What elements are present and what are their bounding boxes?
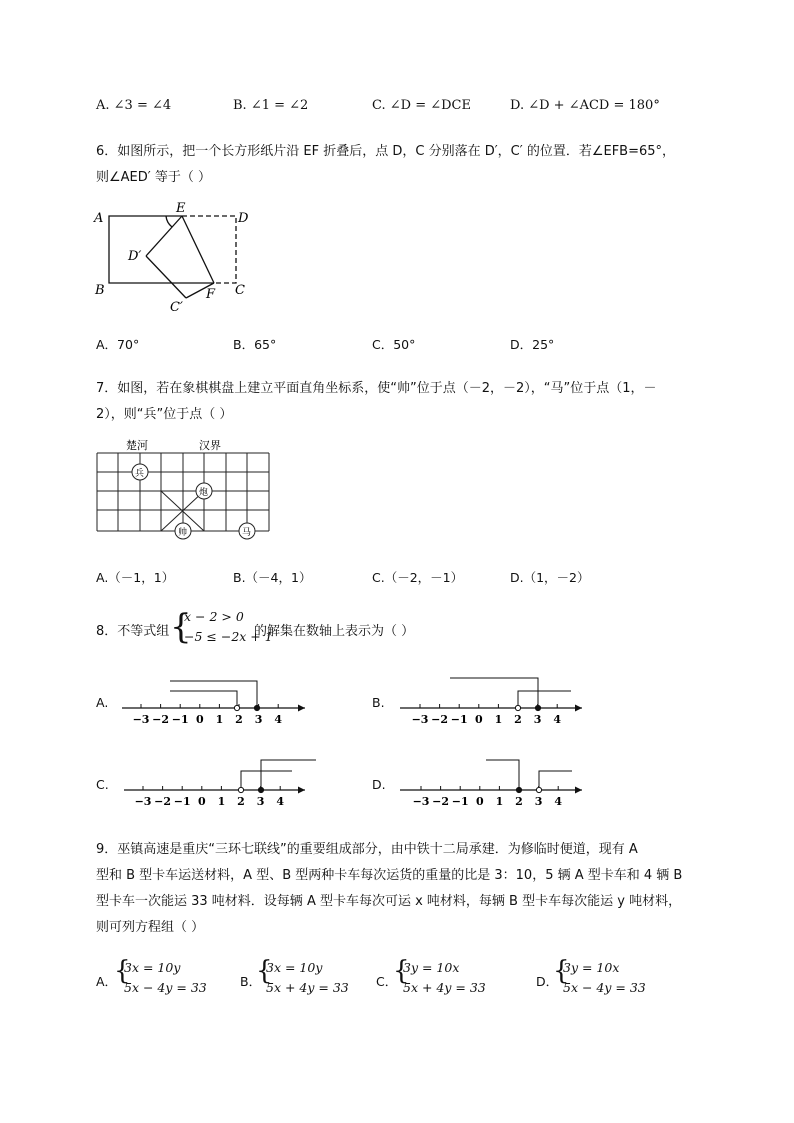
q5-option-b: B. ∠1 = ∠2 [233,98,309,113]
numberline-b-tick-label: −3 [411,713,429,726]
numberline-b-tick-label: 2 [514,713,522,726]
q9-option-c-letter: C． [376,974,398,989]
q9-option-b-brace: { [256,956,273,986]
q8-prefix: 8．不等式组 [96,624,170,639]
numberline-c-tick-label: 2 [237,795,245,808]
q7-option-a: A.（－1，1） [96,570,175,585]
q9-text-line3: 型卡车一次能运 33 吨材料．设每辆 A 型卡车每次可运 x 吨材料，每辆 B 型卡车每次能运 y 吨材料， [96,894,682,909]
numberline-c-arrow [298,787,305,794]
open-point-icon [515,705,520,710]
numberline-a-tick-label: −1 [171,713,189,726]
numberline-b-tick-label: 1 [494,713,503,726]
numberline-a-tick-label: −3 [132,713,150,726]
q9-a-eq2: 5x − 4y = 33 [124,980,207,995]
q5-option-d: D. ∠D + ∠ACD = 180° [510,98,660,113]
numberline-a-tick-label: 1 [215,713,224,726]
q9-option-a-system [124,958,207,998]
fig-label-e: E [176,201,186,216]
q9-d-eq2: 5x − 4y = 33 [563,980,646,995]
numberline-b-tick-label: −2 [431,713,449,726]
numberline-c-tick-label: 4 [276,795,285,808]
numberline-c-tick-label: 1 [217,795,226,808]
q9-option-b-system [266,958,349,998]
numberline-a-tick-label: 2 [235,713,243,726]
fig-label-d: D [238,211,249,226]
piece-ma: 马 [242,528,252,538]
numberline-b-ray [518,691,571,708]
q9-d-eq1: 3y = 10x [563,960,620,975]
numberline-c-tick-label: −2 [154,795,172,808]
fig-label-d-prime: D′ [128,249,142,264]
q6-option-d: D．25° [510,337,555,352]
q9-b-eq1: 3x = 10y [266,960,323,975]
open-point-icon [536,787,541,792]
numberline-b-tick-label: 0 [474,713,483,726]
numberline-c-ray [241,771,292,790]
numberline-b-ray [450,678,538,708]
numberline-c-tick-label: 3 [256,795,265,808]
q9-option-b-letter: B． [240,974,262,989]
solid-point-icon [258,787,263,792]
q8-brace: { [170,607,192,647]
solid-point-icon [254,705,259,710]
q6-text-line1: 6．如图所示，把一个长方形纸片沿 EF 折叠后，点 D，C 分别落在 D′，C′ 的位置．若∠EFB=65°， [96,144,676,159]
numberline-c-tick-label: 0 [197,795,206,808]
fig-label-c-prime: C′ [170,300,183,315]
q6-text-line2: 则∠AED′ 等于（ ） [96,170,211,185]
q5-option-c: C. ∠D = ∠DCE [372,98,471,113]
fig-label-f: F [206,287,216,302]
q8-eq1: x − 2 > 0 [184,609,244,624]
numberline-d-tick-label: −1 [451,795,469,808]
numberline-c-tick-label: −3 [134,795,152,808]
q8-suffix: 的解集在数轴上表示为（ ） [254,624,415,639]
q7-text-line2: 2），则“兵”位于点（ ） [96,407,233,422]
q7-option-b: B.（－4，1） [233,570,312,585]
numberline-d-tick-label: −2 [432,795,450,808]
q9-option-c-system [403,958,486,998]
q9-option-d-brace: { [553,956,570,986]
numberline-a-tick-label: 0 [195,713,204,726]
q6-option-a: A．70° [96,337,140,352]
q9-option-d-system [563,958,646,998]
piece-pao: 炮 [199,488,209,498]
numberline-a-tick-label: 4 [274,713,283,726]
numberline-d-tick-label: 0 [475,795,484,808]
numberline-c-ray [261,760,316,790]
numberline-d-tick-label: 4 [554,795,563,808]
numberline-b-arrow [575,705,582,712]
open-point-icon [238,787,243,792]
q7-option-d: D.（1，－2） [510,570,590,585]
q8-option-b-letter: B. [372,695,385,710]
numberline-c-tick-label: −1 [173,795,191,808]
q8-option-c-letter: C. [96,777,109,792]
q9-b-eq2: 5x + 4y = 33 [266,980,349,995]
numberline-d-arrow [575,787,582,794]
q9-option-d-letter: D． [536,974,559,989]
piece-shuai: 帅 [178,528,188,538]
numberline-a-arrow [298,705,305,712]
q5-option-a: A. ∠3 = ∠4 [96,98,172,113]
q8-option-d-letter: D. [372,777,386,792]
q9-c-eq2: 5x + 4y = 33 [403,980,486,995]
numberline-b-tick-label: 3 [533,713,542,726]
board-label-han-jie: 汉界 [199,439,221,452]
q7-option-c: C.（－2，－1） [372,570,464,585]
numberline-d-tick-label: −3 [412,795,430,808]
fig-label-a: A [94,211,104,226]
q9-option-c-brace: { [393,956,410,986]
numberline-d-tick-label: 2 [515,795,523,808]
q9-c-eq1: 3y = 10x [403,960,460,975]
numberline-d-ray [486,760,519,790]
numberline-d-tick-label: 1 [495,795,504,808]
numberline-a-ray [170,681,257,708]
fig-label-b: B [95,283,105,298]
solid-point-icon [535,705,540,710]
q8-option-a-letter: A. [96,695,109,710]
numberline-b-tick-label: 4 [553,713,562,726]
q6-option-c: C．50° [372,337,416,352]
q6-option-b: B．65° [233,337,277,352]
board-label-chu-he: 楚河 [126,439,148,452]
q8-eq2: −5 ≤ −2x + 1 [184,629,273,644]
q9-a-eq1: 3x = 10y [124,960,181,975]
q7-text-line1: 7．如图，若在象棋棋盘上建立平面直角坐标系，使“帅”位于点（－2，－2），“马”位于点（1，－ [96,381,657,396]
fig-label-c: C [235,283,245,298]
q9-text-line2: 型和 B 型卡车运送材料，A 型、B 型两种卡车每次运货的重量的比是 3：10，5 辆 A 型卡车和 4 辆 B [96,868,683,883]
numberline-d-ray [539,771,572,790]
numberline-b-tick-label: −1 [450,713,468,726]
numberline-a-tick-label: 3 [254,713,263,726]
q9-option-a-letter: A． [96,974,118,989]
q9-text-line1: 9．巫镇高速是重庆“三环七联线”的重要组成部分，由中铁十二局承建．为修临时便道，现有 A [96,842,638,857]
piece-bing: 兵 [135,469,145,479]
q9-option-a-brace: { [114,956,131,986]
numberline-d-tick-label: 3 [534,795,543,808]
solid-point-icon [516,787,521,792]
numberline-a-tick-label: −2 [152,713,170,726]
q9-text-line4: 则可列方程组（ ） [96,920,205,935]
open-point-icon [234,705,239,710]
